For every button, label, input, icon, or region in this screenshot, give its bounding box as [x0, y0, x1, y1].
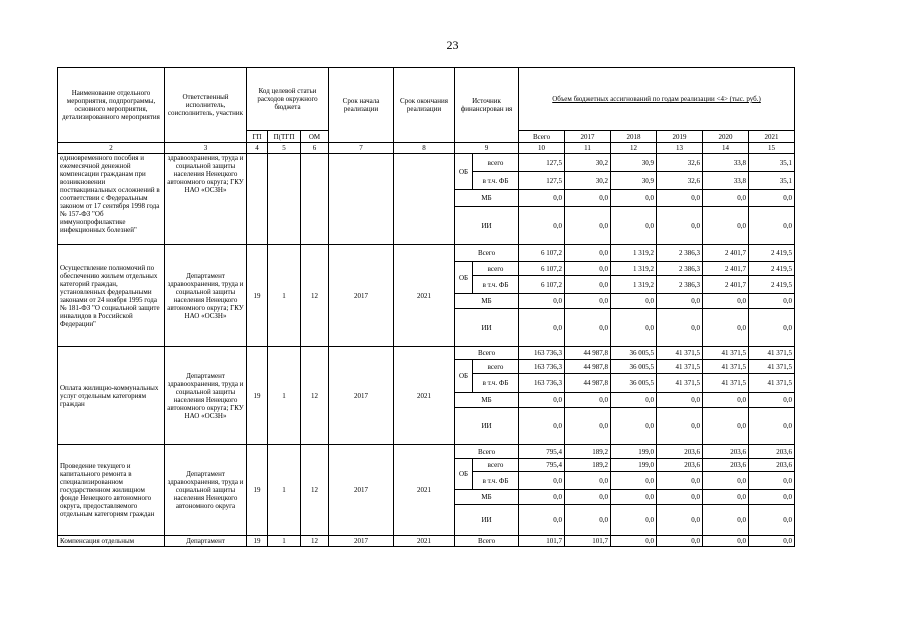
ii-value: 0,0	[749, 408, 795, 445]
activity-executor: Департамент здравоохранения, труда и социальной защиты населения Ненецкого автономного округа	[165, 445, 247, 536]
source-ob: ОБ	[455, 262, 473, 294]
fb-value: 127,5	[519, 172, 565, 190]
header-executor: Ответственный исполнитель, соисполнитель, участник	[165, 68, 247, 143]
mb-label: МБ	[455, 490, 519, 505]
total-value: 163 736,3	[519, 347, 565, 360]
mb-value: 0,0	[657, 393, 703, 408]
mb-value: 0,0	[703, 190, 749, 207]
total-value: 189,2	[565, 445, 611, 459]
ob-total-value: 41 371,5	[749, 360, 795, 374]
ob-total-value: 203,6	[657, 459, 703, 472]
ii-value: 0,0	[657, 505, 703, 536]
activity-name: Проведение текущего и капитального ремонта в специализированном государственном жилищном фонде Ненецкого автономного округа, предоставляемого отдельным категориям граждан	[58, 445, 165, 536]
header-volume: Объем бюджетных ассигнований по годам реализации <4> (тыс. руб.)	[519, 68, 795, 131]
page-number: 23	[446, 38, 459, 52]
start-year: 2017	[329, 347, 394, 445]
header-source: Источник финансирован ия	[455, 68, 519, 143]
total-value: 0,0	[565, 245, 611, 262]
ob-total-value: 163 736,3	[519, 360, 565, 374]
header-year: 2020	[703, 131, 749, 143]
header-ptgp: П(ТГП	[268, 131, 301, 143]
header-year: 2019	[657, 131, 703, 143]
ii-value: 0,0	[611, 309, 657, 347]
source-ob: ОБ	[455, 360, 473, 393]
activity-name: Оплата жилищно-коммунальных услуг отдельным категориям граждан	[58, 347, 165, 445]
ob-total-value: 1 319,2	[611, 262, 657, 276]
ii-value: 0,0	[703, 408, 749, 445]
mb-value: 0,0	[565, 294, 611, 309]
ob-total-value: 127,5	[519, 154, 565, 172]
col-number: 15	[749, 143, 795, 154]
ob-total-value: 2 401,7	[703, 262, 749, 276]
mb-value: 0,0	[703, 490, 749, 505]
mb-value: 0,0	[519, 190, 565, 207]
ii-value: 0,0	[519, 309, 565, 347]
fb-value: 163 736,3	[519, 374, 565, 393]
mb-value: 0,0	[657, 490, 703, 505]
total-value: 41 371,5	[749, 347, 795, 360]
total-value: 0,0	[703, 536, 749, 547]
col-number: 9	[455, 143, 519, 154]
col-number: 5	[268, 143, 301, 154]
ii-value: 0,0	[611, 408, 657, 445]
code-gp: 19	[247, 536, 268, 547]
ii-value: 0,0	[749, 309, 795, 347]
fb-value: 1 319,2	[611, 276, 657, 294]
ob-total-value: 199,0	[611, 459, 657, 472]
source-total-label: Всего	[455, 445, 519, 459]
mb-value: 0,0	[519, 490, 565, 505]
fb-value: 0,0	[519, 472, 565, 490]
code-ptgp	[268, 154, 301, 245]
fb-value: 0,0	[749, 472, 795, 490]
code-ptgp: 1	[268, 536, 301, 547]
fb-value: 41 371,5	[657, 374, 703, 393]
fb-value: 30,2	[565, 172, 611, 190]
ii-value: 0,0	[657, 408, 703, 445]
end-year: 2021	[394, 347, 455, 445]
header-om: ОМ	[301, 131, 329, 143]
source-ob: ОБ	[455, 459, 473, 490]
mb-value: 0,0	[565, 190, 611, 207]
header-name: Наименование отдельного мероприятия, подпрограммы, основного мероприятия, детализированного мероприятия	[58, 68, 165, 143]
ii-value: 0,0	[519, 505, 565, 536]
mb-label: МБ	[455, 393, 519, 408]
fb-value: 2 401,7	[703, 276, 749, 294]
total-value: 2 401,7	[703, 245, 749, 262]
total-value: 203,6	[749, 445, 795, 459]
total-value: 41 371,5	[703, 347, 749, 360]
total-value: 0,0	[611, 536, 657, 547]
fb-value: 32,6	[657, 172, 703, 190]
total-value: 0,0	[657, 536, 703, 547]
col-number: 12	[611, 143, 657, 154]
mb-value: 0,0	[565, 490, 611, 505]
ob-total-value: 795,4	[519, 459, 565, 472]
fb-value: 0,0	[657, 472, 703, 490]
ii-value: 0,0	[519, 408, 565, 445]
ob-total-label: всего	[473, 262, 519, 276]
total-value: 203,6	[657, 445, 703, 459]
code-ptgp: 1	[268, 347, 301, 445]
ob-total-value: 36 005,5	[611, 360, 657, 374]
mb-value: 0,0	[565, 393, 611, 408]
activity-name: Компенсация отдельным	[58, 536, 165, 547]
ii-value: 0,0	[519, 207, 565, 245]
end-year: 2021	[394, 245, 455, 347]
col-number: 3	[165, 143, 247, 154]
header-budget-code: Код целевой статьи расходов окружного бюджета	[247, 68, 329, 131]
mb-value: 0,0	[611, 294, 657, 309]
table-row	[58, 245, 848, 262]
mb-value: 0,0	[519, 294, 565, 309]
code-ptgp: 1	[268, 445, 301, 536]
start-year: 2017	[329, 245, 394, 347]
ob-total-value: 35,1	[749, 154, 795, 172]
total-value: 101,7	[519, 536, 565, 547]
ob-total-value: 33,8	[703, 154, 749, 172]
activity-executor: здравоохранения, труда и социальной защиты населения Ненецкого автономного округа; ГКУ НАО «ОСЗН»	[165, 154, 247, 245]
source-ob: ОБ	[455, 154, 473, 190]
fb-label: в т.ч. ФБ	[473, 276, 519, 294]
fb-value: 2 386,3	[657, 276, 703, 294]
ii-label: ИИ	[455, 309, 519, 347]
header-year: 2017	[565, 131, 611, 143]
mb-value: 0,0	[611, 393, 657, 408]
ii-value: 0,0	[565, 207, 611, 245]
mb-value: 0,0	[519, 393, 565, 408]
ob-total-value: 2 419,5	[749, 262, 795, 276]
budget-table	[57, 67, 848, 547]
code-gp: 19	[247, 347, 268, 445]
fb-value: 33,8	[703, 172, 749, 190]
total-value: 36 005,5	[611, 347, 657, 360]
start-year: 2017	[329, 445, 394, 536]
ob-total-value: 203,6	[703, 459, 749, 472]
ob-total-value: 32,6	[657, 154, 703, 172]
fb-value: 2 419,5	[749, 276, 795, 294]
total-value: 2 419,5	[749, 245, 795, 262]
ob-total-value: 30,9	[611, 154, 657, 172]
fb-value: 0,0	[703, 472, 749, 490]
total-value: 203,6	[703, 445, 749, 459]
mb-label: МБ	[455, 294, 519, 309]
code-gp: 19	[247, 445, 268, 536]
fb-value: 41 371,5	[703, 374, 749, 393]
fb-value: 44 987,8	[565, 374, 611, 393]
activity-executor: Департамент	[165, 536, 247, 547]
ob-total-value: 44 987,8	[565, 360, 611, 374]
table-row	[58, 347, 848, 360]
fb-value: 36 005,5	[611, 374, 657, 393]
mb-value: 0,0	[749, 490, 795, 505]
total-value: 101,7	[565, 536, 611, 547]
activity-name: Осуществление полномочий по обеспечению жильем отдельных категорий граждан, установленных федеральными законами от 24 ноября 1995 года № 181-ФЗ "О социальной защите инвалидов в Российской Федерации"	[58, 245, 165, 347]
ob-total-value: 30,2	[565, 154, 611, 172]
ii-value: 0,0	[749, 505, 795, 536]
ii-value: 0,0	[611, 505, 657, 536]
mb-value: 0,0	[749, 294, 795, 309]
ii-value: 0,0	[657, 207, 703, 245]
activity-executor: Департамент здравоохранения, труда и социальной защиты населения Ненецкого автономного округа; ГКУ НАО «ОСЗН»	[165, 347, 247, 445]
total-value: 2 386,3	[657, 245, 703, 262]
col-number: 8	[394, 143, 455, 154]
col-number: 10	[519, 143, 565, 154]
col-number: 4	[247, 143, 268, 154]
ii-value: 0,0	[565, 505, 611, 536]
header-end: Срок окончания реализации	[394, 68, 455, 143]
fb-value: 0,0	[611, 472, 657, 490]
ii-value: 0,0	[703, 207, 749, 245]
fb-value: 41 371,5	[749, 374, 795, 393]
total-value: 199,0	[611, 445, 657, 459]
ii-label: ИИ	[455, 207, 519, 245]
total-value: 795,4	[519, 445, 565, 459]
fb-label: в т.ч. ФБ	[473, 374, 519, 393]
start-year	[329, 154, 394, 245]
ob-total-value: 189,2	[565, 459, 611, 472]
col-number: 7	[329, 143, 394, 154]
source-total-label: Всего	[455, 536, 519, 547]
code-gp	[247, 154, 268, 245]
ii-value: 0,0	[565, 309, 611, 347]
total-value: 6 107,2	[519, 245, 565, 262]
mb-value: 0,0	[657, 294, 703, 309]
table-row	[58, 154, 848, 172]
mb-value: 0,0	[749, 190, 795, 207]
ob-total-value: 41 371,5	[657, 360, 703, 374]
code-om: 12	[301, 347, 329, 445]
ii-value: 0,0	[565, 408, 611, 445]
ii-label: ИИ	[455, 408, 519, 445]
code-om: 12	[301, 245, 329, 347]
header-year: 2021	[749, 131, 795, 143]
code-gp: 19	[247, 245, 268, 347]
table-row	[58, 445, 848, 459]
ob-total-value: 41 371,5	[703, 360, 749, 374]
code-om: 12	[301, 445, 329, 536]
total-value: 44 987,8	[565, 347, 611, 360]
code-om: 12	[301, 536, 329, 547]
code-ptgp: 1	[268, 245, 301, 347]
ii-label: ИИ	[455, 505, 519, 536]
fb-value: 35,1	[749, 172, 795, 190]
ob-total-label: всего	[473, 154, 519, 172]
mb-value: 0,0	[703, 393, 749, 408]
activity-executor: Департамент здравоохранения, труда и социальной защиты населения Ненецкого автономного округа; ГКУ НАО «ОСЗН»	[165, 245, 247, 347]
code-om	[301, 154, 329, 245]
ii-value: 0,0	[703, 309, 749, 347]
ob-total-label: всего	[473, 459, 519, 472]
start-year: 2017	[329, 536, 394, 547]
total-value: 1 319,2	[611, 245, 657, 262]
ii-value: 0,0	[657, 309, 703, 347]
mb-label: МБ	[455, 190, 519, 207]
total-value: 0,0	[749, 536, 795, 547]
end-year: 2021	[394, 536, 455, 547]
header-start: Срок начала реализации	[329, 68, 394, 143]
col-number: 11	[565, 143, 611, 154]
fb-label: в т.ч. ФБ	[473, 472, 519, 490]
fb-value: 6 107,2	[519, 276, 565, 294]
fb-value: 0,0	[565, 472, 611, 490]
header-gp: ГП	[247, 131, 268, 143]
source-total-label: Всего	[455, 245, 519, 262]
mb-value: 0,0	[749, 393, 795, 408]
ob-total-label: всего	[473, 360, 519, 374]
activity-name: единовременного пособия и ежемесячной денежной компенсации гражданам при возникновении поствакцинальных осложнений в соответствии с Федеральным законом от 17 сентября 1998 года № 157-ФЗ "Об иммунопрофилактике инфекционных болезней"	[58, 154, 165, 245]
ob-total-value: 0,0	[565, 262, 611, 276]
end-year: 2021	[394, 445, 455, 536]
total-value: 41 371,5	[657, 347, 703, 360]
fb-value: 0,0	[565, 276, 611, 294]
end-year	[394, 154, 455, 245]
table-row	[58, 536, 848, 547]
col-number: 13	[657, 143, 703, 154]
col-number: 6	[301, 143, 329, 154]
ii-value: 0,0	[703, 505, 749, 536]
ii-value: 0,0	[611, 207, 657, 245]
ob-total-value: 6 107,2	[519, 262, 565, 276]
fb-label: в т.ч. ФБ	[473, 172, 519, 190]
ob-total-value: 203,6	[749, 459, 795, 472]
source-total-label: Всего	[455, 347, 519, 360]
mb-value: 0,0	[657, 190, 703, 207]
mb-value: 0,0	[611, 490, 657, 505]
fb-value: 30,9	[611, 172, 657, 190]
mb-value: 0,0	[703, 294, 749, 309]
mb-value: 0,0	[611, 190, 657, 207]
col-number: 14	[703, 143, 749, 154]
col-number: 2	[58, 143, 165, 154]
header-total: Всего	[519, 131, 565, 143]
ob-total-value: 2 386,3	[657, 262, 703, 276]
ii-value: 0,0	[749, 207, 795, 245]
header-year: 2018	[611, 131, 657, 143]
